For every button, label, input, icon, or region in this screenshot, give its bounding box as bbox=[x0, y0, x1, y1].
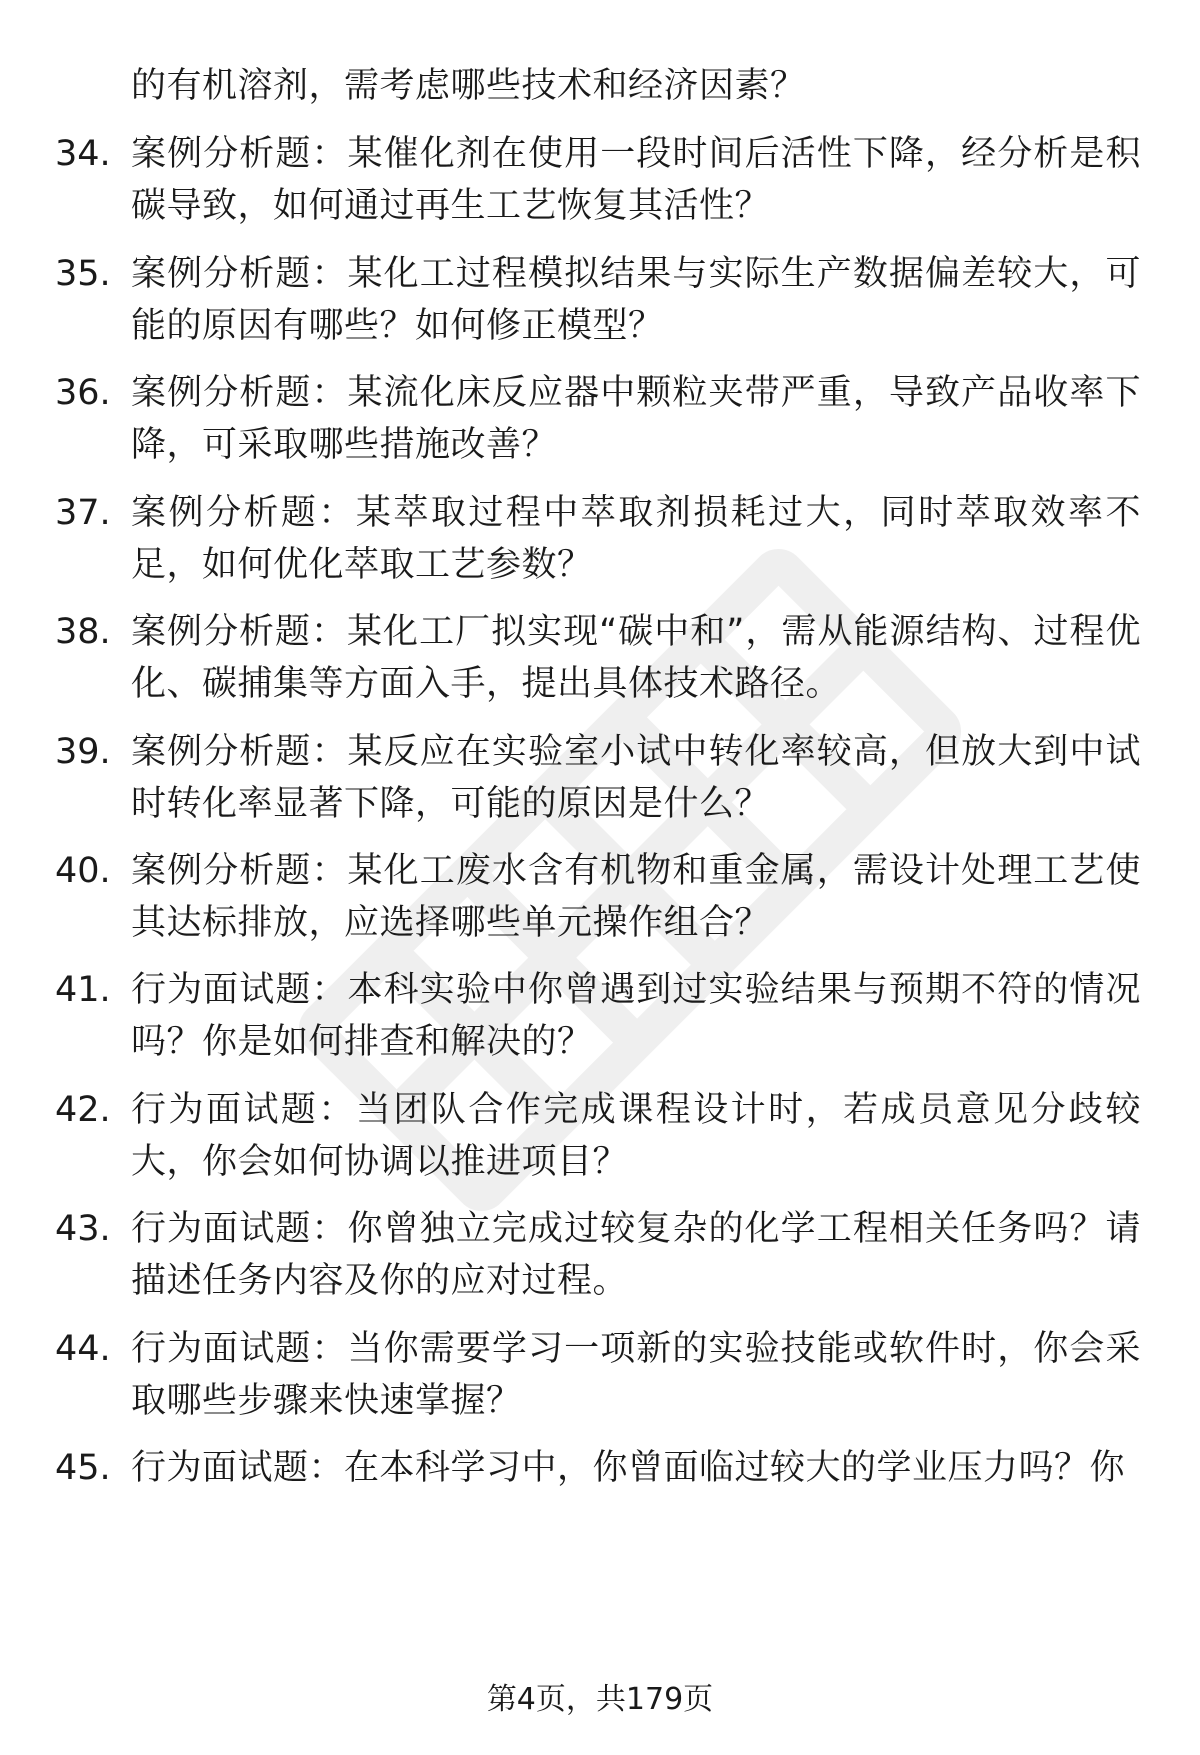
question-text: 行为面试题：当团队合作完成课程设计时，若成员意见分歧较大，你会如何协调以推进项目？ bbox=[131, 1090, 1141, 1182]
question-text: 行为面试题：在本科学习中，你曾面临过较大的学业压力吗？你 bbox=[131, 1448, 1126, 1488]
question-number: 41. bbox=[55, 970, 111, 1010]
question-text: 行为面试题：你曾独立完成过较复杂的化学工程相关任务吗？请描述任务内容及你的应对过程。 bbox=[131, 1209, 1141, 1301]
question-number: 40. bbox=[55, 851, 111, 891]
question-number: 38. bbox=[55, 612, 111, 652]
question-text: 行为面试题：当你需要学习一项新的实验技能或软件时，你会采取哪些步骤来快速掌握？ bbox=[131, 1329, 1141, 1421]
question-number: 45. bbox=[55, 1448, 111, 1488]
question-number: 36. bbox=[55, 373, 111, 413]
continuation-text: 的有机溶剂，需考虑哪些技术和经济因素？ bbox=[131, 66, 806, 106]
question-number: 39. bbox=[55, 732, 111, 772]
question-text: 案例分析题：某催化剂在使用一段时间后活性下降，经分析是积碳导致，如何通过再生工艺恢复其活性？ bbox=[131, 134, 1141, 226]
question-number: 35. bbox=[55, 254, 111, 294]
question-number: 37. bbox=[55, 493, 111, 533]
question-number: 43. bbox=[55, 1209, 111, 1249]
question-number: 34. bbox=[55, 134, 111, 174]
question-text: 行为面试题：本科实验中你曾遇到过实验结果与预期不符的情况吗？你是如何排查和解决的？ bbox=[131, 970, 1141, 1062]
question-text: 案例分析题：某反应在实验室小试中转化率较高，但放大到中试时转化率显著下降，可能的原因是什么？ bbox=[131, 732, 1141, 824]
question-number: 44. bbox=[55, 1329, 111, 1369]
question-text: 案例分析题：某流化床反应器中颗粒夹带严重，导致产品收率下降，可采取哪些措施改善？ bbox=[131, 373, 1141, 465]
question-text: 案例分析题：某化工过程模拟结果与实际生产数据偏差较大，可能的原因有哪些？如何修正模型？ bbox=[131, 254, 1141, 346]
question-number: 42. bbox=[55, 1090, 111, 1130]
page-footer: 第4页，共179页 bbox=[486, 1682, 714, 1717]
question-text: 案例分析题：某化工厂拟实现“碳中和”，需从能源结构、过程优化、碳捕集等方面入手，提出具体技术路径。 bbox=[131, 612, 1141, 704]
question-text: 案例分析题：某萃取过程中萃取剂损耗过大，同时萃取效率不足，如何优化萃取工艺参数？ bbox=[131, 493, 1141, 585]
question-text: 案例分析题：某化工废水含有机物和重金属，需设计处理工艺使其达标排放，应选择哪些单元操作组合？ bbox=[131, 851, 1141, 943]
